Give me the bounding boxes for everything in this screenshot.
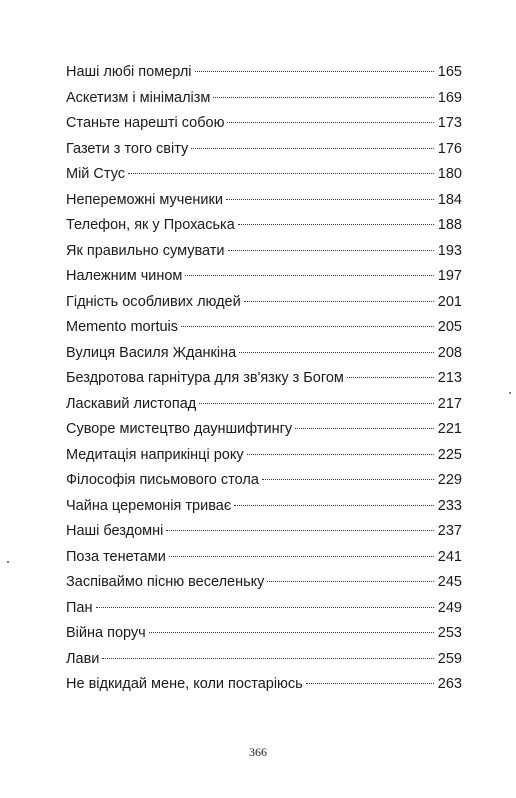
toc-entry [66,137,462,163]
dot-leader [228,250,434,251]
page-number: 366 [249,745,267,759]
toc-entry-title: Memento mortuis [66,319,179,335]
dot-leader [244,301,434,302]
toc-entry [66,494,462,520]
print-speck [509,392,511,394]
toc-entry-title: Медитація наприкінці року [66,446,244,463]
toc-entry-title: Бездротова гарнітура для зв'язку з Богом [66,370,344,386]
toc-entry [66,392,462,418]
dot-leader [347,377,434,378]
toc-entry [66,647,462,673]
toc-entry-page: 237 [437,523,462,539]
toc-entry-page: 229 [437,472,462,488]
toc-entry-page: 173 [437,115,462,131]
print-speck [7,561,9,563]
toc-entry [66,239,462,265]
toc-entry [66,111,462,137]
toc-entry [66,60,462,86]
toc-entry [66,341,462,367]
toc-entry [66,366,462,392]
toc-entry-title: Лави [66,650,100,667]
dot-leader [96,607,434,608]
toc-entry-title: Чайна церемонія триває [66,497,232,514]
toc-entry-title: Як правильно сумувати [66,242,225,259]
toc-entry-title: Газети з того світу [66,140,189,157]
toc-entry [66,519,462,545]
toc-entry-title: Гідність особливих людей [66,293,241,310]
toc-entry-title: Філософія письмового стола [66,472,259,488]
toc-entry [66,290,462,316]
dot-leader [306,683,434,684]
toc-entry-page: 169 [437,89,462,106]
toc-entry-title: Пан [66,599,93,616]
toc-entry-title: Не відкидай мене, коли постаріюсь [66,676,303,692]
toc-entry-title: Заспіваймо пісню веселеньку [66,574,265,590]
toc-entry [66,213,462,239]
toc-entry-page: 184 [437,191,462,208]
table-of-contents [66,60,462,698]
toc-entry-page: 253 [437,625,462,641]
toc-entry-page: 233 [437,497,462,514]
toc-entry-page: 176 [437,140,462,157]
toc-entry-title: Ласкавий листопад [66,395,197,412]
dot-leader [181,326,434,327]
toc-entry-page: 249 [437,599,462,616]
toc-entry-page: 221 [437,421,462,437]
toc-entry [66,596,462,622]
toc-entry-title: Телефон, як у Прохаська [66,217,235,233]
toc-entry [66,417,462,443]
toc-entry [66,188,462,214]
dot-leader [149,632,434,633]
toc-entry [66,443,462,469]
toc-entry-title: Поза тенетами [66,548,166,565]
toc-entry [66,545,462,571]
dot-leader [191,148,434,149]
dot-leader [226,199,434,200]
toc-entry-title: Суворе мистецтво дауншифтингу [66,421,293,437]
dot-leader [267,581,433,582]
dot-leader [169,556,434,557]
dot-leader [239,352,434,353]
toc-entry-title: Наші бездомні [66,523,164,539]
toc-entry [66,570,462,596]
toc-entry [66,162,462,188]
toc-entry-page: 201 [437,293,462,310]
dot-leader [102,658,433,659]
toc-entry [66,264,462,290]
toc-entry-page: 180 [437,166,462,182]
toc-entry-page: 188 [437,217,462,233]
toc-entry-page: 208 [437,344,462,361]
toc-entry [66,315,462,341]
toc-entry-title: Аскетизм і мінімалізм [66,89,211,106]
dot-leader [185,275,433,276]
toc-entry-page: 197 [437,268,462,284]
dot-leader [295,428,434,429]
toc-entry-title: Вулиця Василя Жданкіна [66,344,237,361]
toc-entry [66,468,462,494]
toc-entry-page: 245 [437,574,462,590]
toc-entry-title: Наші любі померлі [66,64,192,80]
toc-entry-page: 263 [437,676,462,692]
toc-entry-page: 225 [437,446,462,463]
toc-entry [66,672,462,698]
toc-entry-title: Належним чином [66,268,183,284]
toc-entry-page: 217 [437,395,462,412]
dot-leader [199,403,434,404]
dot-leader [213,97,433,98]
toc-entry [66,86,462,112]
dot-leader [262,479,434,480]
toc-entry-page: 205 [437,319,462,335]
toc-entry-title: Станьте нарешті собою [66,115,225,131]
dot-leader [128,173,434,174]
toc-entry-title: Мій Стус [66,166,126,182]
dot-leader [227,122,433,123]
toc-entry-page: 213 [437,370,462,386]
toc-entry-page: 193 [437,242,462,259]
toc-entry-title: Непереможні мученики [66,191,223,208]
toc-entry-page: 241 [437,548,462,565]
dot-leader [238,224,434,225]
toc-entry-page: 259 [437,650,462,667]
dot-leader [166,530,433,531]
dot-leader [195,71,434,72]
toc-entry [66,621,462,647]
toc-entry-page: 165 [437,64,462,80]
dot-leader [247,454,434,455]
toc-entry-title: Війна поруч [66,625,146,641]
dot-leader [234,505,434,506]
